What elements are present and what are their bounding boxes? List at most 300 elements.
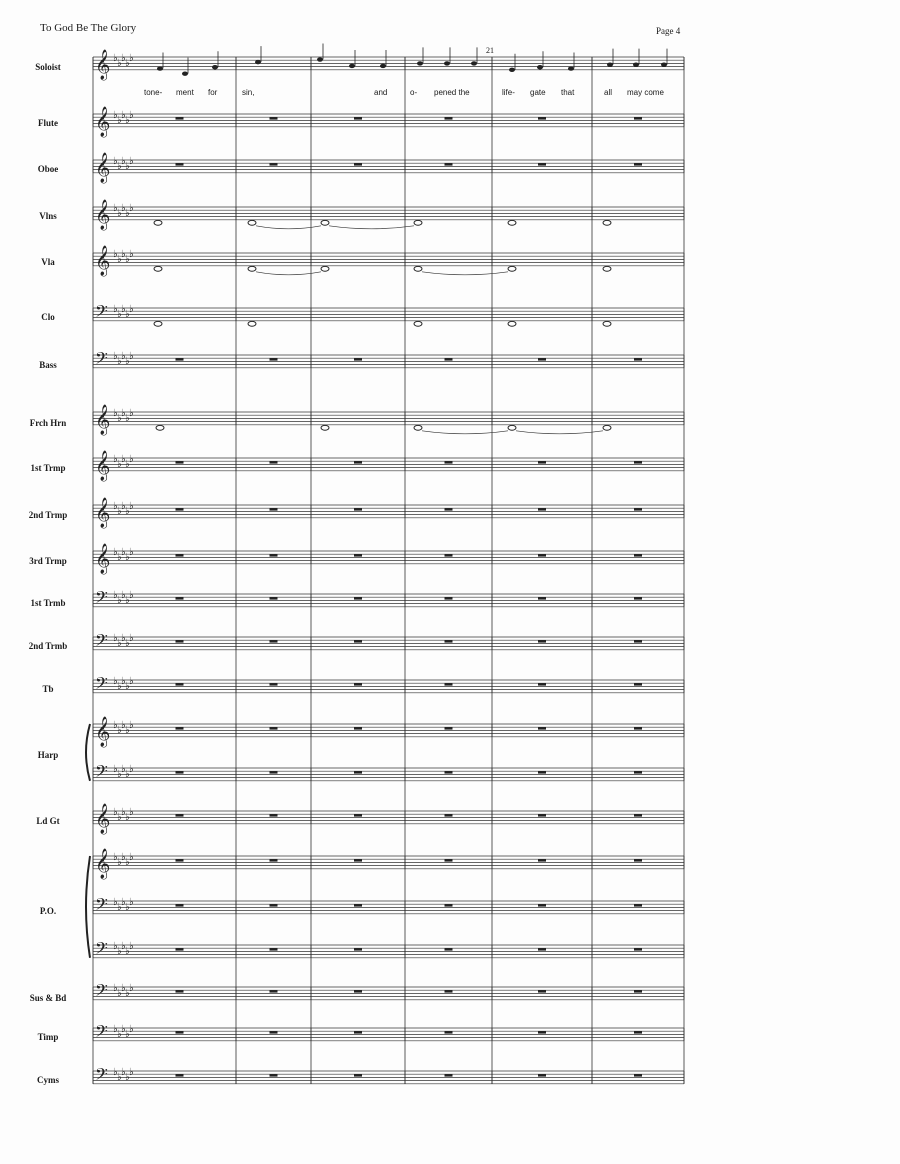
- flat-icon: ♭: [129, 1067, 134, 1078]
- whole-rest-icon: [354, 554, 362, 556]
- flat-icon: ♭: [113, 941, 118, 952]
- whole-rest-icon: [270, 554, 278, 556]
- treble-clef-icon: 𝄞: [95, 716, 111, 747]
- flat-icon: ♭: [121, 501, 126, 512]
- whole-rest-icon: [634, 771, 642, 773]
- flat-icon: ♭: [113, 720, 118, 731]
- whole-rest-icon: [176, 1031, 184, 1033]
- treble-clef-icon: 𝄞: [95, 106, 111, 137]
- instrument-label-lead-guitar: Ld Gt: [36, 816, 60, 826]
- instrument-label-trombone-1: 1st Trmb: [30, 598, 66, 608]
- whole-note: [154, 321, 162, 326]
- whole-rest-icon: [538, 1031, 546, 1033]
- tie: [516, 431, 603, 434]
- lyric-syllable: and: [374, 88, 388, 97]
- flat-icon: ♭: [121, 454, 126, 465]
- instrument-label-oboe: Oboe: [37, 164, 59, 174]
- flat-icon: ♭: [117, 638, 122, 649]
- lyric-syllable: sin,: [242, 88, 255, 97]
- whole-rest-icon: [270, 163, 278, 165]
- instrument-label-flute: Flute: [38, 118, 58, 128]
- flat-icon: ♭: [121, 156, 126, 167]
- note-head: [568, 66, 574, 70]
- flat-icon: ♭: [117, 254, 122, 265]
- flat-icon: ♭: [113, 897, 118, 908]
- flat-icon: ♭: [121, 547, 126, 558]
- whole-rest-icon: [270, 640, 278, 642]
- whole-rest-icon: [634, 990, 642, 992]
- whole-rest-icon: [270, 727, 278, 729]
- measure-number: 21: [486, 46, 494, 55]
- instrument-label-trumpet-1: 1st Trmp: [30, 463, 66, 473]
- instrument-label-violins: Vlns: [39, 211, 57, 221]
- whole-rest-icon: [354, 683, 362, 685]
- flat-icon: ♭: [129, 203, 134, 214]
- whole-rest-icon: [538, 948, 546, 950]
- instrument-label-french-horn: Frch Hrn: [29, 418, 67, 428]
- whole-rest-icon: [538, 727, 546, 729]
- note-head: [633, 62, 639, 66]
- whole-rest-icon: [270, 948, 278, 950]
- treble-clef-icon: 𝄞: [95, 152, 111, 183]
- whole-rest-icon: [354, 727, 362, 729]
- bass-clef-icon: 𝄢: [95, 586, 108, 611]
- flat-icon: ♭: [113, 852, 118, 863]
- whole-rest-icon: [445, 508, 453, 510]
- flat-icon: ♭: [121, 351, 126, 362]
- whole-note: [156, 425, 164, 430]
- flat-icon: ♭: [121, 110, 126, 121]
- whole-rest-icon: [176, 948, 184, 950]
- whole-note: [154, 220, 162, 225]
- flat-icon: ♭: [117, 902, 122, 913]
- whole-rest-icon: [445, 990, 453, 992]
- flat-icon: ♭: [117, 1029, 122, 1040]
- whole-rest-icon: [634, 948, 642, 950]
- whole-rest-icon: [354, 814, 362, 816]
- bass-clef-icon: 𝄢: [95, 979, 108, 1004]
- whole-rest-icon: [270, 683, 278, 685]
- treble-clef-icon: 𝄞: [95, 848, 111, 879]
- note-head: [537, 65, 543, 69]
- flat-icon: ♭: [129, 454, 134, 465]
- flat-icon: ♭: [125, 208, 130, 219]
- flat-icon: ♭: [117, 413, 122, 424]
- whole-rest-icon: [445, 859, 453, 861]
- whole-note: [508, 321, 516, 326]
- whole-rest-icon: [354, 163, 362, 165]
- flat-icon: ♭: [121, 941, 126, 952]
- flat-icon: ♭: [121, 897, 126, 908]
- whole-rest-icon: [176, 508, 184, 510]
- flat-icon: ♭: [113, 408, 118, 419]
- whole-rest-icon: [176, 597, 184, 599]
- instrument-label-timpani: Timp: [37, 1032, 59, 1042]
- instrument-label-tuba: Tb: [42, 684, 54, 694]
- instrument-label-harp: Harp: [37, 750, 59, 760]
- whole-rest-icon: [445, 771, 453, 773]
- flat-icon: ♭: [129, 983, 134, 994]
- flat-icon: ♭: [121, 203, 126, 214]
- flat-icon: ♭: [113, 1024, 118, 1035]
- flat-icon: ♭: [113, 983, 118, 994]
- whole-rest-icon: [176, 771, 184, 773]
- flat-icon: ♭: [113, 676, 118, 687]
- whole-rest-icon: [634, 163, 642, 165]
- flat-icon: ♭: [113, 110, 118, 121]
- flat-icon: ♭: [129, 633, 134, 644]
- instrument-label-bass: Bass: [39, 360, 57, 370]
- whole-rest-icon: [354, 508, 362, 510]
- flat-icon: ♭: [117, 161, 122, 172]
- whole-rest-icon: [538, 163, 546, 165]
- lyric-syllable: gate: [530, 88, 546, 97]
- whole-note: [603, 425, 611, 430]
- whole-rest-icon: [538, 771, 546, 773]
- flat-icon: ♭: [129, 720, 134, 731]
- flat-icon: ♭: [117, 208, 122, 219]
- note-head: [417, 61, 423, 65]
- whole-rest-icon: [445, 163, 453, 165]
- whole-rest-icon: [634, 859, 642, 861]
- flat-icon: ♭: [121, 590, 126, 601]
- flat-icon: ♭: [113, 501, 118, 512]
- flat-icon: ♭: [121, 304, 126, 315]
- whole-rest-icon: [176, 904, 184, 906]
- flat-icon: ♭: [125, 58, 130, 69]
- treble-clef-icon: 𝄞: [95, 49, 111, 80]
- whole-rest-icon: [270, 904, 278, 906]
- whole-note: [414, 321, 422, 326]
- whole-rest-icon: [445, 554, 453, 556]
- flat-icon: ♭: [121, 53, 126, 64]
- flat-icon: ♭: [129, 547, 134, 558]
- flat-icon: ♭: [125, 638, 130, 649]
- bass-clef-icon: 𝄢: [95, 937, 108, 962]
- whole-note: [248, 266, 256, 271]
- flat-icon: ♭: [117, 988, 122, 999]
- harp-brace: [86, 724, 90, 781]
- whole-rest-icon: [445, 948, 453, 950]
- lyric-syllable: o-: [410, 88, 418, 97]
- whole-rest-icon: [634, 554, 642, 556]
- whole-rest-icon: [445, 1031, 453, 1033]
- flat-icon: ♭: [117, 1072, 122, 1083]
- note-head: [182, 71, 188, 75]
- whole-rest-icon: [538, 117, 546, 119]
- flat-icon: ♭: [117, 552, 122, 563]
- note-head: [349, 64, 355, 68]
- flat-icon: ♭: [121, 408, 126, 419]
- whole-rest-icon: [270, 814, 278, 816]
- flat-icon: ♭: [125, 812, 130, 823]
- note-head: [255, 60, 261, 64]
- treble-clef-icon: 𝄞: [95, 404, 111, 435]
- whole-rest-icon: [176, 727, 184, 729]
- whole-rest-icon: [270, 358, 278, 360]
- whole-rest-icon: [176, 163, 184, 165]
- whole-note: [508, 266, 516, 271]
- flat-icon: ♭: [129, 156, 134, 167]
- whole-rest-icon: [538, 1074, 546, 1076]
- flat-icon: ♭: [121, 676, 126, 687]
- whole-rest-icon: [634, 814, 642, 816]
- whole-note: [248, 321, 256, 326]
- whole-rest-icon: [270, 1074, 278, 1076]
- whole-rest-icon: [354, 771, 362, 773]
- whole-rest-icon: [445, 597, 453, 599]
- whole-rest-icon: [445, 461, 453, 463]
- whole-note: [508, 425, 516, 430]
- flat-icon: ♭: [125, 681, 130, 692]
- flat-icon: ♭: [117, 506, 122, 517]
- organ-brace: [86, 856, 90, 958]
- flat-icon: ♭: [129, 676, 134, 687]
- whole-rest-icon: [445, 358, 453, 360]
- tie: [422, 431, 508, 434]
- whole-rest-icon: [354, 117, 362, 119]
- whole-rest-icon: [538, 990, 546, 992]
- flat-icon: ♭: [117, 725, 122, 736]
- flat-icon: ♭: [129, 941, 134, 952]
- note-head: [509, 68, 515, 72]
- whole-rest-icon: [445, 117, 453, 119]
- flat-icon: ♭: [125, 1029, 130, 1040]
- lyric-syllable: for: [208, 88, 218, 97]
- whole-rest-icon: [176, 461, 184, 463]
- bass-clef-icon: 𝄢: [95, 629, 108, 654]
- whole-rest-icon: [634, 727, 642, 729]
- whole-rest-icon: [538, 683, 546, 685]
- treble-clef-icon: 𝄞: [95, 803, 111, 834]
- instrument-label-trumpet-2: 2nd Trmp: [28, 510, 68, 520]
- flat-icon: ♭: [125, 309, 130, 320]
- flat-icon: ♭: [117, 356, 122, 367]
- whole-rest-icon: [176, 990, 184, 992]
- flat-icon: ♭: [113, 1067, 118, 1078]
- bass-clef-icon: 𝄢: [95, 760, 108, 785]
- whole-rest-icon: [634, 1074, 642, 1076]
- note-head: [471, 61, 477, 65]
- whole-rest-icon: [445, 1074, 453, 1076]
- flat-icon: ♭: [113, 304, 118, 315]
- whole-rest-icon: [445, 640, 453, 642]
- whole-note: [508, 220, 516, 225]
- score-title: To God Be The Glory: [40, 22, 137, 34]
- flat-icon: ♭: [121, 983, 126, 994]
- treble-clef-icon: 𝄞: [95, 450, 111, 481]
- flat-icon: ♭: [121, 249, 126, 260]
- whole-rest-icon: [354, 859, 362, 861]
- flat-icon: ♭: [117, 459, 122, 470]
- flat-icon: ♭: [113, 249, 118, 260]
- flat-icon: ♭: [113, 764, 118, 775]
- whole-rest-icon: [354, 1074, 362, 1076]
- whole-note: [321, 425, 329, 430]
- whole-rest-icon: [538, 508, 546, 510]
- note-head: [157, 66, 163, 70]
- flat-icon: ♭: [121, 1067, 126, 1078]
- flat-icon: ♭: [121, 720, 126, 731]
- note-head: [444, 61, 450, 65]
- whole-rest-icon: [445, 727, 453, 729]
- flat-icon: ♭: [121, 807, 126, 818]
- flat-icon: ♭: [113, 590, 118, 601]
- whole-note: [321, 266, 329, 271]
- bass-clef-icon: 𝄢: [95, 1020, 108, 1045]
- whole-rest-icon: [176, 814, 184, 816]
- flat-icon: ♭: [125, 902, 130, 913]
- instrument-label-pipe-organ: P.O.: [39, 906, 57, 916]
- whole-note: [321, 220, 329, 225]
- flat-icon: ♭: [117, 309, 122, 320]
- whole-rest-icon: [270, 117, 278, 119]
- bass-clef-icon: 𝄢: [95, 347, 108, 372]
- flat-icon: ♭: [117, 857, 122, 868]
- tie: [422, 272, 508, 275]
- bass-clef-icon: 𝄢: [95, 893, 108, 918]
- treble-clef-icon: 𝄞: [95, 245, 111, 276]
- whole-rest-icon: [538, 554, 546, 556]
- flat-icon: ♭: [125, 115, 130, 126]
- whole-rest-icon: [354, 461, 362, 463]
- whole-rest-icon: [538, 859, 546, 861]
- whole-rest-icon: [354, 597, 362, 599]
- whole-rest-icon: [538, 461, 546, 463]
- flat-icon: ♭: [121, 764, 126, 775]
- whole-rest-icon: [270, 990, 278, 992]
- flat-icon: ♭: [125, 413, 130, 424]
- flat-icon: ♭: [125, 857, 130, 868]
- whole-rest-icon: [634, 117, 642, 119]
- flat-icon: ♭: [117, 115, 122, 126]
- flat-icon: ♭: [113, 633, 118, 644]
- treble-clef-icon: 𝄞: [95, 497, 111, 528]
- flat-icon: ♭: [113, 156, 118, 167]
- flat-icon: ♭: [117, 681, 122, 692]
- flat-icon: ♭: [121, 1024, 126, 1035]
- whole-note: [414, 425, 422, 430]
- flat-icon: ♭: [129, 408, 134, 419]
- whole-rest-icon: [176, 358, 184, 360]
- page-number: Page 4: [656, 26, 681, 36]
- flat-icon: ♭: [125, 769, 130, 780]
- flat-icon: ♭: [113, 547, 118, 558]
- instrument-label-cymbals: Cyms: [37, 1075, 59, 1085]
- instrument-label-soloist: Soloist: [35, 62, 61, 72]
- whole-rest-icon: [354, 904, 362, 906]
- flat-icon: ♭: [125, 595, 130, 606]
- lyric-syllable: may come: [627, 88, 664, 97]
- treble-clef-icon: 𝄞: [95, 543, 111, 574]
- lyric-syllable: life-: [502, 88, 515, 97]
- flat-icon: ♭: [125, 552, 130, 563]
- flat-icon: ♭: [121, 852, 126, 863]
- flat-icon: ♭: [129, 351, 134, 362]
- whole-rest-icon: [634, 461, 642, 463]
- whole-rest-icon: [176, 859, 184, 861]
- whole-rest-icon: [445, 904, 453, 906]
- instrument-label-suspended-bass-drum: Sus & Bd: [29, 993, 67, 1003]
- flat-icon: ♭: [129, 1024, 134, 1035]
- whole-note: [603, 220, 611, 225]
- flat-icon: ♭: [129, 304, 134, 315]
- flat-icon: ♭: [117, 946, 122, 957]
- whole-note: [414, 220, 422, 225]
- whole-rest-icon: [538, 814, 546, 816]
- flat-icon: ♭: [129, 807, 134, 818]
- note-head: [607, 62, 613, 66]
- whole-rest-icon: [634, 358, 642, 360]
- flat-icon: ♭: [129, 897, 134, 908]
- whole-rest-icon: [354, 990, 362, 992]
- instrument-label-cello: Clo: [41, 312, 55, 322]
- note-head: [212, 65, 218, 69]
- whole-rest-icon: [270, 1031, 278, 1033]
- whole-rest-icon: [445, 683, 453, 685]
- whole-rest-icon: [634, 683, 642, 685]
- whole-rest-icon: [270, 508, 278, 510]
- whole-rest-icon: [354, 358, 362, 360]
- whole-rest-icon: [354, 1031, 362, 1033]
- flat-icon: ♭: [125, 459, 130, 470]
- whole-rest-icon: [176, 1074, 184, 1076]
- bass-clef-icon: 𝄢: [95, 1063, 108, 1088]
- whole-rest-icon: [270, 859, 278, 861]
- flat-icon: ♭: [125, 356, 130, 367]
- flat-icon: ♭: [129, 590, 134, 601]
- flat-icon: ♭: [113, 203, 118, 214]
- flat-icon: ♭: [117, 812, 122, 823]
- flat-icon: ♭: [129, 110, 134, 121]
- flat-icon: ♭: [125, 254, 130, 265]
- note-head: [380, 64, 386, 68]
- whole-note: [154, 266, 162, 271]
- whole-rest-icon: [270, 461, 278, 463]
- instrument-label-trombone-2: 2nd Trmb: [28, 641, 68, 651]
- flat-icon: ♭: [125, 161, 130, 172]
- whole-rest-icon: [634, 597, 642, 599]
- bass-clef-icon: 𝄢: [95, 672, 108, 697]
- lyric-syllable: pened the: [434, 88, 470, 97]
- flat-icon: ♭: [129, 764, 134, 775]
- whole-rest-icon: [634, 640, 642, 642]
- whole-rest-icon: [538, 358, 546, 360]
- flat-icon: ♭: [113, 53, 118, 64]
- lyric-syllable: that: [561, 88, 575, 97]
- whole-rest-icon: [634, 1031, 642, 1033]
- flat-icon: ♭: [129, 249, 134, 260]
- tie: [329, 226, 414, 229]
- lyric-syllable: tone-: [144, 88, 163, 97]
- flat-icon: ♭: [125, 725, 130, 736]
- whole-rest-icon: [176, 683, 184, 685]
- whole-note: [414, 266, 422, 271]
- whole-note: [603, 321, 611, 326]
- whole-rest-icon: [176, 117, 184, 119]
- flat-icon: ♭: [125, 988, 130, 999]
- flat-icon: ♭: [129, 852, 134, 863]
- bass-clef-icon: 𝄢: [95, 300, 108, 325]
- instrument-label-viola: Vla: [41, 257, 55, 267]
- whole-note: [603, 266, 611, 271]
- flat-icon: ♭: [125, 946, 130, 957]
- lyric-syllable: ment: [176, 88, 194, 97]
- whole-rest-icon: [354, 948, 362, 950]
- flat-icon: ♭: [125, 1072, 130, 1083]
- whole-rest-icon: [176, 640, 184, 642]
- whole-rest-icon: [538, 640, 546, 642]
